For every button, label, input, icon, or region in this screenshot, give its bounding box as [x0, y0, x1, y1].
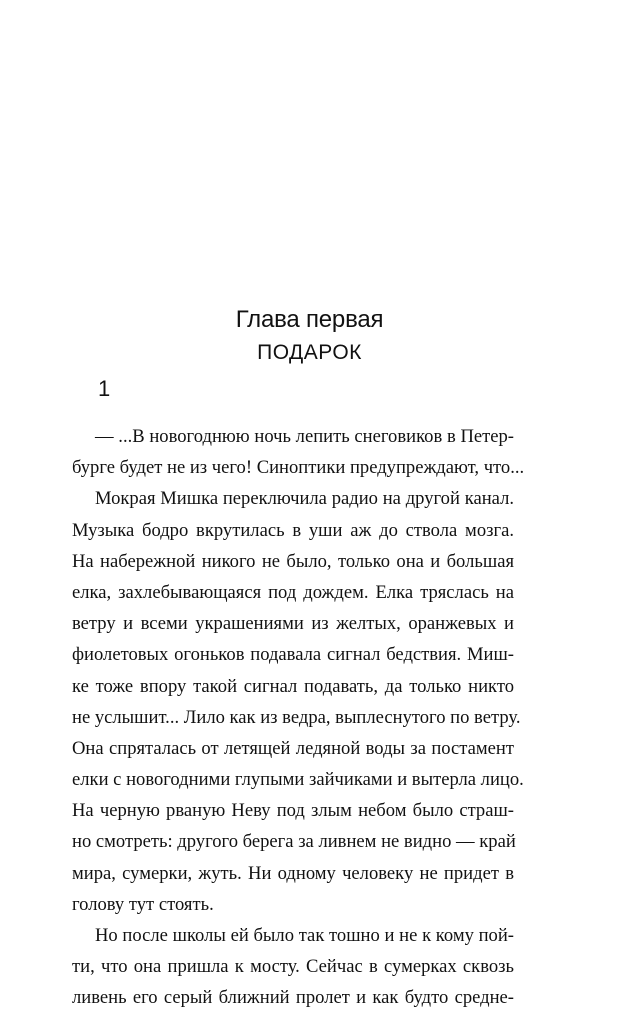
text-line: — ...В новогоднюю ночь лепить снеговиков в Петер- — [95, 426, 514, 447]
text-line: Она спряталась от летящей ледяной воды за постамент — [72, 737, 514, 759]
text-line: бурге будет не из чего! Синоптики предупреждают, что... — [72, 457, 525, 479]
text-line: мира, сумерки, жуть. Ни одному человеку не придет в — [72, 862, 514, 884]
text-line: Мокрая Мишка переключила радио на другой канал. — [95, 488, 514, 510]
text-line: голову тут стоять. — [72, 893, 214, 915]
body-text — [72, 421, 525, 1014]
text-line: ке тоже впору такой сигнал подавать, да только никто — [72, 675, 514, 697]
text-line: ветру и всеми украшениями из желтых, оранжевых и — [72, 613, 514, 635]
text-line: На черную рваную Неву под злым небом было страш- — [72, 800, 514, 822]
text-line: елка, захлебывающаяся под дождем. Елка тряслась на — [72, 581, 514, 603]
text-line: елки с новогодними глупыми зайчиками и вытерла лицо. — [72, 769, 524, 791]
section-number: 1 — [98, 376, 111, 401]
text-line: На набережной никого не было, только она и большая — [72, 550, 514, 572]
text-line: Музыка бодро вкрутилась в уши аж до ствола мозга. — [72, 519, 514, 541]
text-line: фиолетовых огоньков подавала сигнал бедствия. Миш- — [72, 644, 514, 666]
text-line: ти, что она пришла к мосту. Сейчас в сумерках сквозь — [72, 956, 514, 978]
text-line: ливень его серый ближний пролет и как будто средне- — [72, 987, 514, 1009]
text-line: Но после школы ей было так тошно и не к кому пой- — [95, 925, 514, 946]
chapter-subtitle: ПОДАРОК — [257, 341, 362, 364]
text-line: не услышит... Лило как из ведра, выплеснутого по ветру. — [72, 706, 521, 728]
text-line: но смотреть: другого берега за ливнем не видно — край — [72, 831, 516, 853]
chapter-title: Глава первая — [235, 306, 384, 333]
